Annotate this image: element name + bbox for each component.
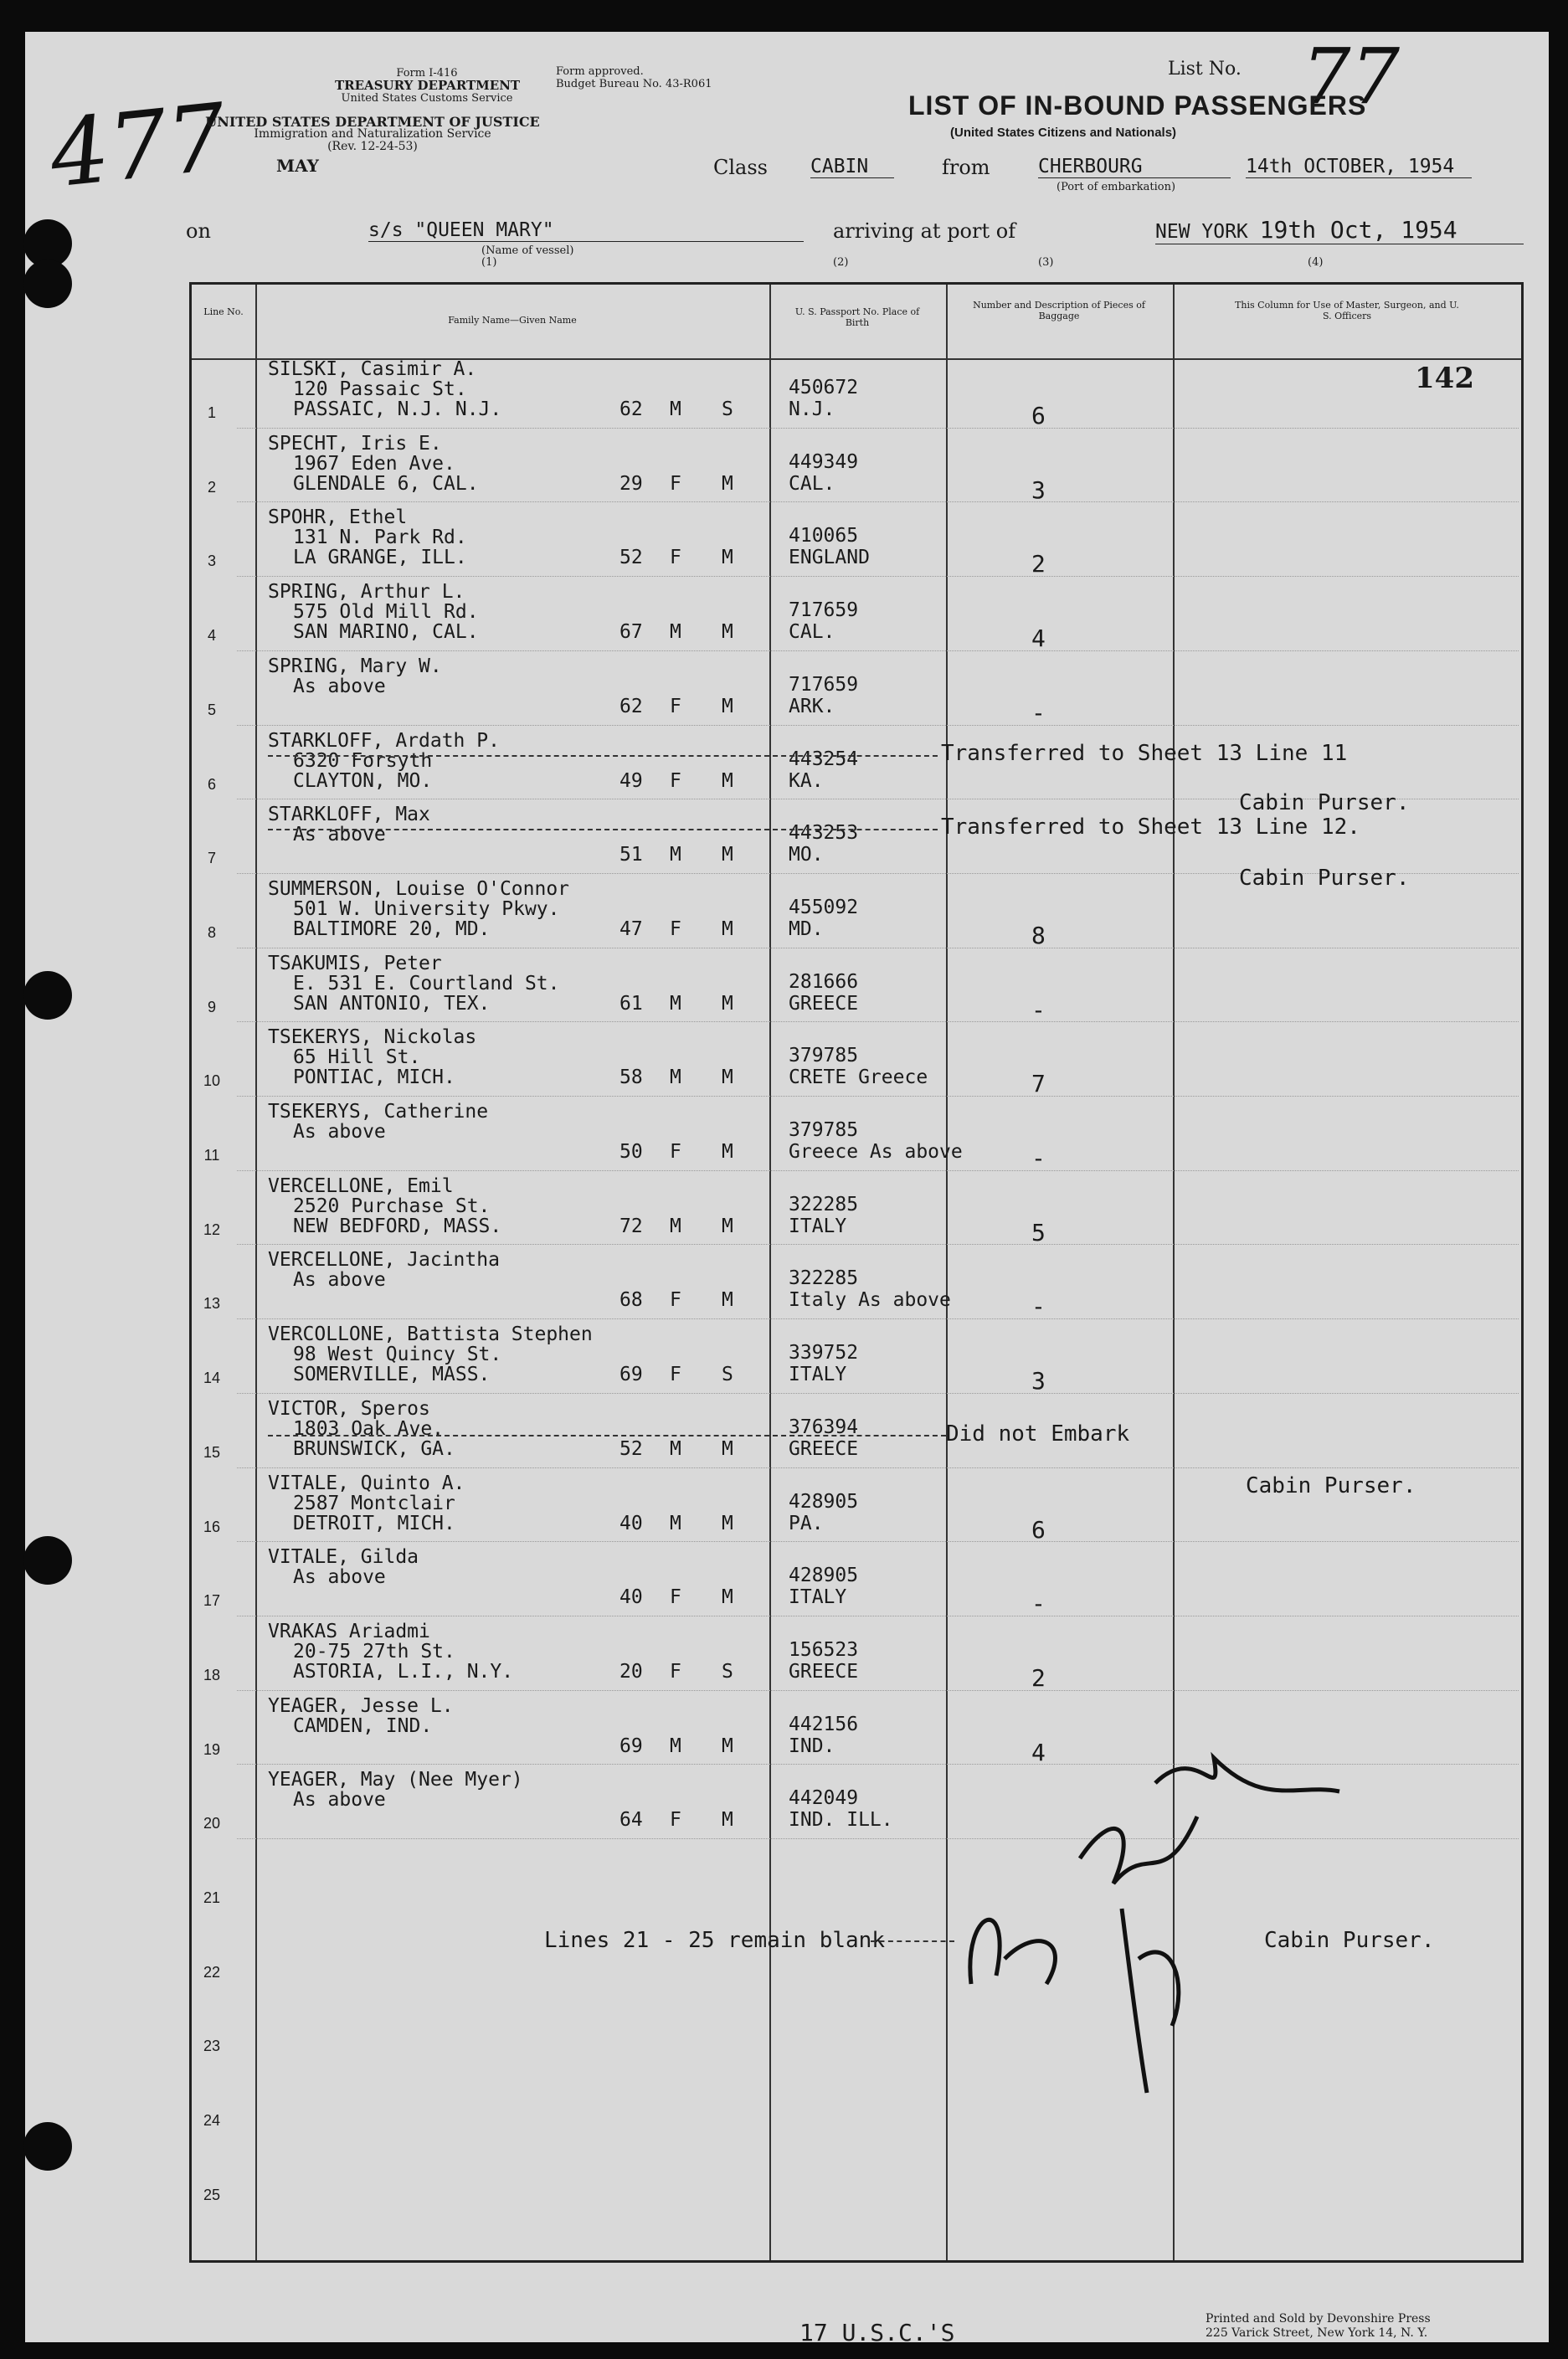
- passenger-name: VERCOLLONE, Battista Stephen: [268, 1323, 593, 1346]
- passenger-address-2: NEW BEDFORD, MASS.: [293, 1215, 502, 1237]
- passenger-address-1: As above: [293, 824, 386, 846]
- passport-number: 450672: [789, 377, 859, 398]
- passenger-age: 20: [619, 1660, 643, 1683]
- passenger-sex: M: [670, 1215, 681, 1237]
- line-number: 22: [203, 1963, 221, 1981]
- baggage-count: -: [1031, 698, 1046, 727]
- passenger-marital-status: M: [722, 1215, 733, 1237]
- passenger-age: 69: [619, 1735, 643, 1757]
- passenger-marital-status: M: [722, 1586, 733, 1609]
- row-divider: [237, 1318, 1519, 1319]
- passenger-marital-status: M: [722, 844, 733, 866]
- port-caption: (Port of embarkation): [1056, 181, 1176, 193]
- passenger-age: 40: [619, 1512, 643, 1534]
- passenger-sex: F: [670, 1586, 681, 1609]
- passenger-age: 64: [619, 1809, 643, 1832]
- punch-hole: [23, 260, 72, 308]
- passport-number: 717659: [789, 599, 859, 622]
- passenger-marital-status: M: [722, 1066, 733, 1089]
- passenger-sex: M: [670, 398, 681, 420]
- line-number: 20: [203, 1815, 221, 1832]
- row-divider: [237, 428, 1519, 429]
- passenger-sex: M: [670, 992, 681, 1015]
- passenger-name: VERCELLONE, Jacintha: [268, 1249, 500, 1272]
- place-of-birth: MO.: [789, 844, 824, 866]
- purser-note-line-7: Cabin Purser.: [1239, 866, 1410, 891]
- row-divider: [237, 1467, 1519, 1468]
- baggage-count: 8: [1031, 921, 1046, 949]
- row-divider: [237, 1021, 1519, 1022]
- passenger-address-2: CLAYTON, MO.: [293, 769, 433, 792]
- passenger-sex: F: [670, 547, 681, 569]
- row-divider: [237, 1393, 1519, 1394]
- row-divider: [237, 576, 1519, 577]
- baggage-count: 6: [1031, 1515, 1046, 1544]
- passenger-address-1: 131 N. Park Rd.: [293, 527, 467, 549]
- vessel-caption: (Name of vessel): [481, 244, 574, 257]
- place-of-birth: ENGLAND: [789, 547, 870, 569]
- baggage-count: 7: [1031, 1070, 1046, 1098]
- passport-number: 443254: [789, 748, 859, 770]
- passenger-name: SPECHT, Iris E.: [268, 432, 442, 455]
- place-of-birth: PA.: [789, 1512, 824, 1534]
- passenger-age: 72: [619, 1215, 643, 1237]
- passenger-sex: F: [670, 1141, 681, 1163]
- passenger-name: YEAGER, May (Nee Myer): [268, 1769, 523, 1791]
- place-of-birth: N.J.: [789, 398, 835, 420]
- line-number: 11: [203, 1147, 220, 1164]
- passenger-name: YEAGER, Jesse L.: [268, 1694, 454, 1717]
- on-label: on: [186, 219, 211, 243]
- passenger-marital-status: S: [722, 1660, 733, 1683]
- passenger-age: 52: [619, 547, 643, 569]
- passenger-marital-status: S: [722, 398, 733, 420]
- passport-number: 455092: [789, 896, 859, 918]
- baggage-count: -: [1031, 1293, 1046, 1321]
- passenger-sex: F: [670, 769, 681, 792]
- passenger-address-2: SAN ANTONIO, TEX.: [293, 992, 491, 1015]
- passenger-name: TSEKERYS, Catherine: [268, 1101, 489, 1123]
- passenger-address-1: 98 West Quincy St.: [293, 1344, 502, 1366]
- vessel-name: s/s "QUEEN MARY": [368, 219, 804, 242]
- passport-number: 339752: [789, 1342, 859, 1365]
- punch-hole: [23, 971, 72, 1020]
- row-divider: [237, 1170, 1519, 1171]
- passenger-sex: M: [670, 621, 681, 644]
- footer-code: 17 U.S.C.'S: [799, 2319, 955, 2346]
- passenger-address-2: SOMERVILLE, MASS.: [293, 1364, 491, 1386]
- passport-number: 322285: [789, 1193, 859, 1215]
- list-no: 77: [1302, 32, 1401, 121]
- strike-line: [268, 755, 938, 757]
- passenger-sex: M: [670, 1437, 681, 1460]
- passenger-age: 40: [619, 1586, 643, 1609]
- line-number: 25: [203, 2186, 221, 2203]
- passenger-marital-status: M: [722, 547, 733, 569]
- place-of-birth: IND. ILL.: [789, 1809, 893, 1832]
- class-value: CABIN: [810, 156, 894, 178]
- passenger-age: 29: [619, 472, 643, 495]
- passenger-age: 67: [619, 621, 643, 644]
- passport-number: 410065: [789, 525, 859, 547]
- line-number: 14: [203, 1370, 221, 1387]
- row-divider: [237, 725, 1519, 726]
- purser-note-line-6: Cabin Purser.: [1239, 790, 1410, 815]
- passenger-address-2: PASSAIC, N.J. N.J.: [293, 398, 502, 420]
- col-number-3: (3): [1038, 256, 1054, 269]
- place-of-birth: Greece As above: [789, 1141, 963, 1163]
- passenger-address-1: 20-75 27th St.: [293, 1640, 455, 1663]
- baggage-count: -: [1031, 1144, 1046, 1172]
- line-number: 5: [207, 701, 216, 718]
- place-of-birth: ITALY: [789, 1364, 847, 1386]
- passenger-age: 49: [619, 769, 643, 792]
- place-of-birth: GREECE: [789, 1660, 859, 1683]
- arrival-port-date: [1155, 216, 1524, 244]
- baggage-count: 5: [1031, 1218, 1046, 1246]
- col-header-officers: This Column for Use of Master, Surgeon, and U. S. Officers: [1235, 300, 1459, 321]
- passenger-address-1: As above: [293, 1121, 386, 1143]
- passenger-name: SPRING, Arthur L.: [268, 581, 465, 604]
- line-number: 12: [203, 1221, 221, 1238]
- passenger-address-2: PONTIAC, MICH.: [293, 1066, 455, 1089]
- passport-number: 449349: [789, 450, 859, 473]
- passport-number: 428905: [789, 1565, 859, 1587]
- passenger-name: VICTOR, Speros: [268, 1397, 430, 1420]
- passenger-age: 61: [619, 992, 643, 1015]
- place-of-birth: Italy As above: [789, 1289, 951, 1312]
- col-number-4: (4): [1308, 256, 1324, 269]
- remain-blank-note: Lines 21 - 25 remain blank: [544, 1928, 885, 1953]
- passenger-address-1: As above: [293, 675, 386, 697]
- passenger-marital-status: S: [722, 1364, 733, 1386]
- passenger-name: TSAKUMIS, Peter: [268, 952, 442, 974]
- handwritten-signature: [946, 1708, 1348, 2110]
- col-number-2: (2): [833, 256, 849, 269]
- passenger-age: 68: [619, 1289, 643, 1312]
- passenger-age: 69: [619, 1364, 643, 1386]
- passenger-sex: M: [670, 844, 681, 866]
- place-of-birth: GREECE: [789, 992, 859, 1015]
- passenger-address-1: 2587 Montclair: [293, 1492, 455, 1514]
- place-of-birth: CAL.: [789, 621, 835, 644]
- passenger-name: SUMMERSON, Louise O'Connor: [268, 877, 570, 900]
- passenger-address-1: 501 W. University Pkwy.: [293, 897, 560, 920]
- row-divider: [237, 501, 1519, 502]
- line-number: 17: [203, 1592, 221, 1610]
- passport-number: 156523: [789, 1638, 859, 1661]
- passport-number: 379785: [789, 1119, 859, 1141]
- line-number: 10: [203, 1072, 221, 1090]
- passenger-name: VITALE, Gilda: [268, 1546, 419, 1569]
- line-number: 3: [207, 552, 216, 570]
- page-subtitle: (United States Citizens and Nationals): [950, 126, 1177, 140]
- passenger-marital-status: M: [722, 695, 733, 717]
- passenger-marital-status: M: [722, 1437, 733, 1460]
- baggage-count: 3: [1031, 1367, 1046, 1395]
- place-of-birth: KA.: [789, 769, 824, 792]
- passenger-address-1: As above: [293, 1566, 386, 1589]
- passenger-marital-status: M: [722, 1141, 733, 1163]
- from-label: from: [942, 156, 990, 179]
- line-number: 19: [203, 1740, 221, 1758]
- transfer-note-line-7: Transferred to Sheet 13 Line 12.: [941, 815, 1360, 840]
- line-number: 16: [203, 1518, 221, 1535]
- row-divider: [237, 650, 1519, 651]
- arriving-label: arriving at port of: [833, 219, 1016, 243]
- passenger-name: TSEKERYS, Nickolas: [268, 1026, 477, 1049]
- margin-number: 477: [44, 83, 232, 208]
- passenger-name: VRAKAS Ariadmi: [268, 1620, 430, 1642]
- passenger-address-1: 1967 Eden Ave.: [293, 452, 455, 475]
- passenger-marital-status: M: [722, 917, 733, 940]
- line-number: 4: [207, 627, 216, 645]
- passenger-address-1: 65 Hill St.: [293, 1046, 421, 1069]
- passport-number: 376394: [789, 1416, 859, 1438]
- place-of-birth: ARK.: [789, 695, 835, 717]
- passenger-address-1: As above: [293, 1789, 386, 1812]
- passport-number: 443253: [789, 822, 859, 845]
- passenger-sex: F: [670, 1809, 681, 1832]
- passenger-name: STARKLOFF, Max: [268, 804, 430, 826]
- passenger-age: 62: [619, 695, 643, 717]
- page-title: LIST OF IN-BOUND PASSENGERS: [908, 90, 1367, 121]
- passenger-age: 51: [619, 844, 643, 866]
- line-number: 23: [203, 2038, 221, 2055]
- line-number: 8: [207, 923, 216, 941]
- col-header-passport: U. S. Passport No. Place of Birth: [794, 306, 920, 328]
- form-block: Form I-416 TREASURY DEPARTMENT United States Customs Service: [335, 67, 521, 105]
- line-number: 21: [203, 1889, 221, 1906]
- doj-block: UNITED STATES DEPARTMENT OF JUSTICE Immigration and Naturalization Service (Rev. 12-24-53): [205, 114, 540, 153]
- line-number: 15: [203, 1443, 221, 1461]
- passenger-sex: F: [670, 1660, 681, 1683]
- baggage-count: -: [1031, 995, 1046, 1024]
- arrival-port: NEW YORK: [1155, 221, 1248, 243]
- passport-number: 281666: [789, 970, 859, 993]
- port-of-embarkation: CHERBOURG: [1038, 156, 1231, 178]
- passenger-address-1: 2520 Purchase St.: [293, 1195, 491, 1217]
- row-divider: [237, 1244, 1519, 1245]
- passenger-marital-status: M: [722, 621, 733, 644]
- baggage-count: 2: [1031, 1663, 1046, 1692]
- punch-hole: [23, 1536, 72, 1585]
- passenger-address-2: ASTORIA, L.I., N.Y.: [293, 1660, 514, 1683]
- col-number-1: (1): [481, 256, 497, 269]
- departure-date: 14th OCTOBER, 1954: [1246, 156, 1472, 178]
- line-number: 9: [207, 998, 216, 1015]
- baggage-count: 2: [1031, 550, 1046, 578]
- passport-number: 442156: [789, 1713, 859, 1735]
- passenger-marital-status: M: [722, 769, 733, 792]
- passenger-address-1: E. 531 E. Courtland St.: [293, 972, 560, 994]
- passport-number: 717659: [789, 673, 859, 696]
- passenger-address-2: LA GRANGE, ILL.: [293, 547, 467, 569]
- line-number: 24: [203, 2112, 221, 2130]
- transfer-note-line-6: Transferred to Sheet 13 Line 11: [941, 741, 1348, 766]
- passenger-name: SPOHR, Ethel: [268, 506, 408, 529]
- row-divider: [237, 1096, 1519, 1097]
- printer-credit: Printed and Sold by Devonshire Press 225 Varick Street, New York 14, N. Y.: [1206, 2312, 1431, 2340]
- passenger-address-1: 6320 Forsyth: [293, 749, 433, 772]
- strike-line: [268, 829, 938, 830]
- passport-number: 379785: [789, 1045, 859, 1067]
- row-divider: [237, 1690, 1519, 1691]
- passenger-marital-status: M: [722, 1512, 733, 1534]
- strike-line: [871, 1940, 954, 1942]
- passport-number: 428905: [789, 1490, 859, 1513]
- col-header-baggage: Number and Description of Pieces of Baggage: [973, 300, 1145, 321]
- passenger-age: 62: [619, 398, 643, 420]
- passenger-age: 47: [619, 917, 643, 940]
- passenger-sex: F: [670, 695, 681, 717]
- place-of-birth: CAL.: [789, 472, 835, 495]
- passenger-address-2: GLENDALE 6, CAL.: [293, 472, 479, 495]
- passenger-marital-status: M: [722, 992, 733, 1015]
- arrival-date: 19th Oct, 1954: [1259, 216, 1457, 244]
- passenger-age: 58: [619, 1066, 643, 1089]
- passenger-address-2: BALTIMORE 20, MD.: [293, 917, 491, 940]
- passenger-sex: F: [670, 472, 681, 495]
- passenger-name: VERCELLONE, Emil: [268, 1174, 454, 1197]
- passenger-address-1: CAMDEN, IND.: [293, 1714, 433, 1737]
- baggage-count: 4: [1031, 624, 1046, 653]
- row-divider: [237, 1541, 1519, 1542]
- passenger-marital-status: M: [722, 1809, 733, 1832]
- passenger-sex: F: [670, 1289, 681, 1312]
- may-mark: MAY: [276, 156, 319, 176]
- purser-note-line-15: Cabin Purser.: [1246, 1473, 1416, 1498]
- passenger-name: SPRING, Mary W.: [268, 655, 442, 677]
- passenger-address-1: As above: [293, 1269, 386, 1292]
- line-number: 1: [207, 404, 216, 421]
- passport-number: 442049: [789, 1787, 859, 1810]
- line-number: 2: [207, 478, 216, 496]
- passenger-age: 50: [619, 1141, 643, 1163]
- baggage-count: -: [1031, 1590, 1046, 1618]
- passenger-marital-status: M: [722, 1289, 733, 1312]
- list-no-label: List No.: [1168, 59, 1242, 80]
- passenger-marital-status: M: [722, 472, 733, 495]
- line-number: 6: [207, 775, 216, 793]
- place-of-birth: CRETE Greece: [789, 1066, 928, 1089]
- col-header-line: Line No.: [203, 306, 244, 317]
- place-of-birth: ITALY: [789, 1586, 847, 1609]
- strike-line: [268, 1435, 946, 1436]
- baggage-count: 6: [1031, 402, 1046, 429]
- col-header-name: Family Name—Given Name: [448, 315, 577, 326]
- passenger-address-2: DETROIT, MICH.: [293, 1512, 455, 1534]
- budget-approval: Form approved. Budget Bureau No. 43-R061: [556, 65, 712, 90]
- place-of-birth: MD.: [789, 917, 824, 940]
- passenger-marital-status: M: [722, 1735, 733, 1757]
- passenger-sex: F: [670, 1364, 681, 1386]
- passenger-sex: M: [670, 1512, 681, 1534]
- baggage-count: 4: [1031, 1738, 1046, 1766]
- passenger-sex: F: [670, 917, 681, 940]
- passenger-address-1: 1803 Oak Ave.: [293, 1417, 445, 1440]
- did-not-embark-note: Did not Embark: [946, 1421, 1130, 1447]
- final-purser-note: Cabin Purser.: [1264, 1928, 1435, 1953]
- passenger-address-1: 120 Passaic St.: [293, 378, 467, 400]
- place-of-birth: IND.: [789, 1735, 835, 1757]
- passport-number: 322285: [789, 1267, 859, 1290]
- baggage-count: 3: [1031, 475, 1046, 504]
- passenger-name: VITALE, Quinto A.: [268, 1472, 465, 1494]
- passenger-name: STARKLOFF, Ardath P.: [268, 729, 500, 752]
- passenger-address-1: 575 Old Mill Rd.: [293, 601, 479, 624]
- punch-hole: [23, 2122, 72, 2171]
- passenger-sex: M: [670, 1066, 681, 1089]
- class-label: Class: [713, 156, 768, 179]
- passenger-sex: M: [670, 1735, 681, 1757]
- place-of-birth: GREECE: [789, 1437, 859, 1460]
- stamp-number: 142: [1415, 362, 1474, 395]
- passenger-name: SILSKI, Casimir A.: [268, 358, 477, 380]
- line-number: 18: [203, 1666, 221, 1683]
- passenger-address-2: SAN MARINO, CAL.: [293, 621, 479, 644]
- passenger-age: 52: [619, 1437, 643, 1460]
- passenger-address-2: BRUNSWICK, GA.: [293, 1437, 455, 1460]
- line-number: 7: [207, 850, 216, 867]
- line-number: 13: [203, 1295, 221, 1313]
- place-of-birth: ITALY: [789, 1215, 847, 1237]
